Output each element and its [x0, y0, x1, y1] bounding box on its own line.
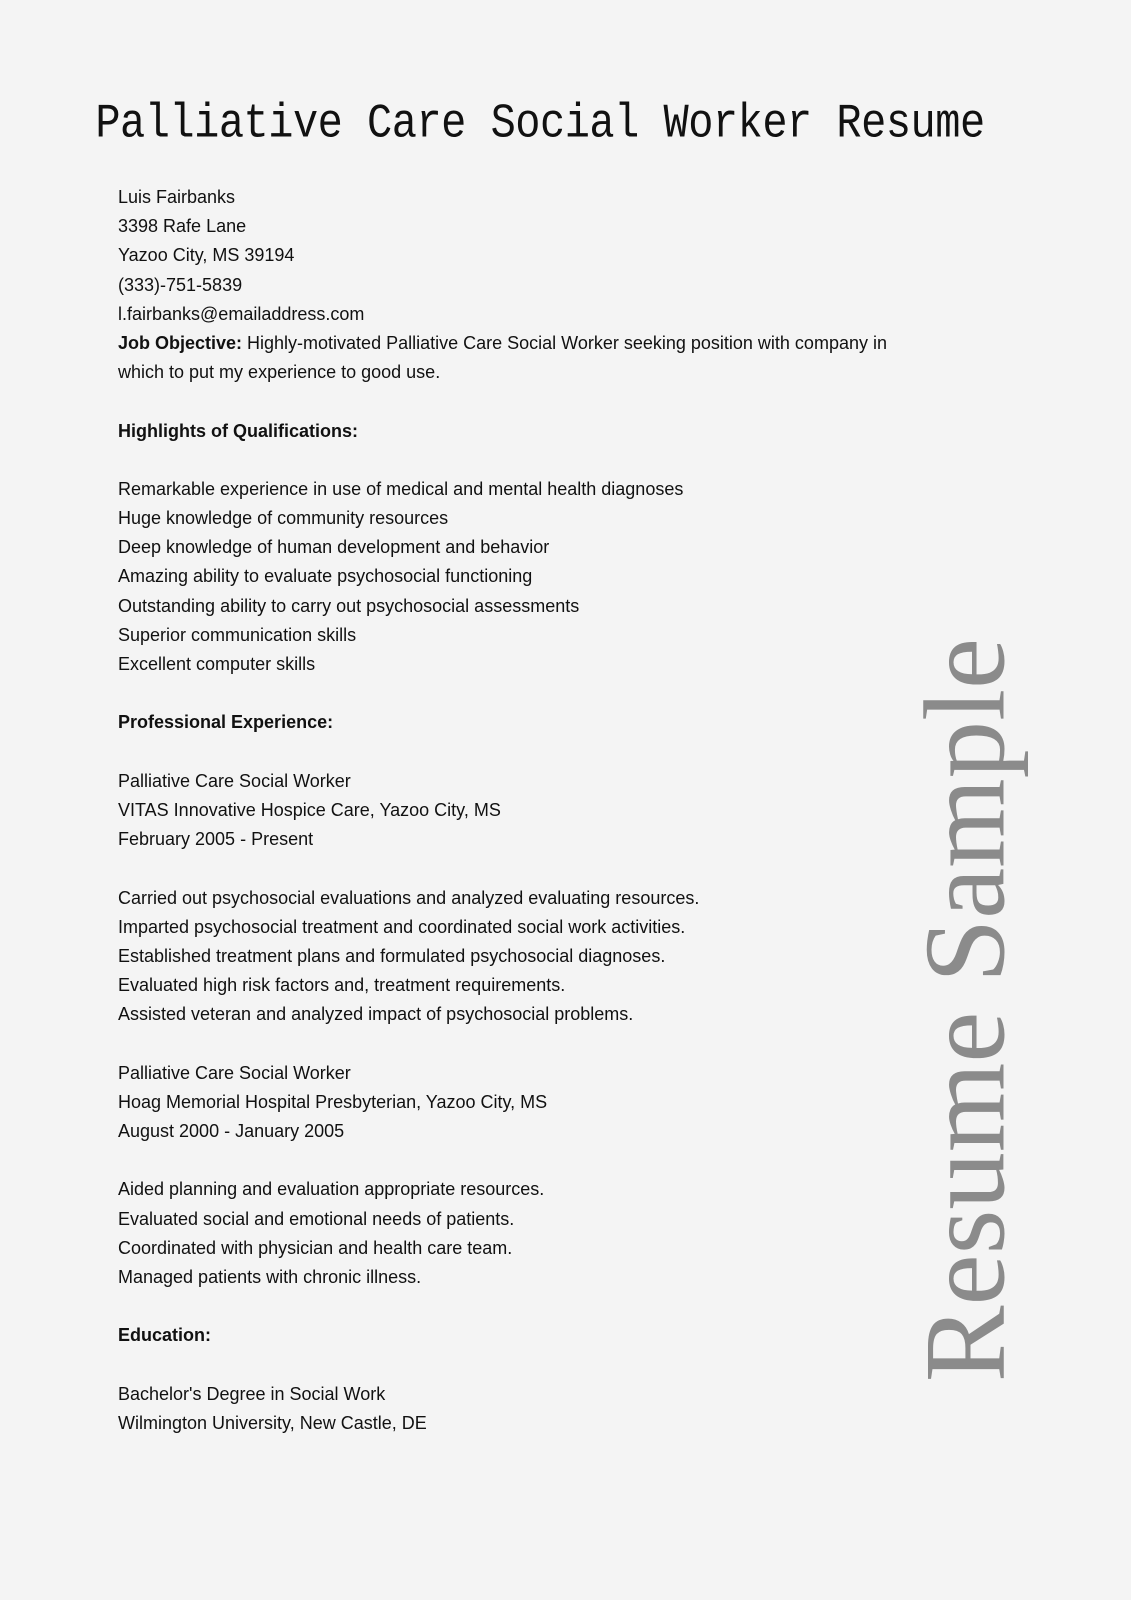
job-duty: Imparted psychosocial treatment and coordinated social work activities.	[118, 916, 686, 937]
qualification-item: Deep knowledge of human development and behavior	[118, 537, 550, 558]
job-duty: Evaluated social and emotional needs of patients.	[118, 1208, 515, 1229]
job-duty: Coordinated with physician and health care team.	[118, 1237, 513, 1258]
qualification-item: Amazing ability to evaluate psychosocial functioning	[118, 566, 533, 587]
job-duty: Managed patients with chronic illness.	[118, 1266, 422, 1287]
qualification-item: Outstanding ability to carry out psychosocial assessments	[118, 595, 580, 616]
job-duty: Established treatment plans and formulated psychosocial diagnoses.	[118, 945, 666, 966]
qualifications-heading: Highlights of Qualifications:	[118, 420, 358, 441]
experience-heading: Professional Experience:	[118, 712, 334, 733]
qualification-item: Remarkable experience in use of medical and mental health diagnoses	[118, 478, 684, 499]
objective-text: Highly-motivated Palliative Care Social Worker seeking position with company in	[242, 332, 887, 353]
job-duty: Carried out psychosocial evaluations and analyzed evaluating resources.	[118, 887, 700, 908]
job-company: VITAS Innovative Hospice Care, Yazoo City, MS	[118, 799, 501, 820]
job-duty: Evaluated high risk factors and, treatment requirements.	[118, 975, 566, 996]
education-school: Wilmington University, New Castle, DE	[118, 1412, 427, 1433]
job-company: Hoag Memorial Hospital Presbyterian, Yazoo City, MS	[118, 1091, 548, 1112]
contact-address: 3398 Rafe Lane	[118, 216, 247, 237]
job-title: Palliative Care Social Worker	[118, 770, 351, 791]
page-title: Palliative Care Social Worker Resume	[95, 96, 985, 152]
contact-phone: (333)-751-5839	[118, 274, 243, 295]
job-objective	[118, 329, 887, 358]
contact-name: Luis Fairbanks	[118, 187, 236, 207]
job-duty: Assisted veteran and analyzed impact of psychosocial problems.	[118, 1004, 634, 1025]
education-degree: Bachelor's Degree in Social Work	[118, 1383, 386, 1404]
job-duty: Aided planning and evaluation appropriate resources.	[118, 1179, 545, 1200]
job-title: Palliative Care Social Worker	[118, 1062, 351, 1083]
sample-watermark: Resume Sample	[901, 637, 1029, 1383]
qualification-item: Huge knowledge of community resources	[118, 508, 449, 529]
qualification-item: Excellent computer skills	[118, 654, 316, 674]
qualification-item: Superior communication skills	[118, 624, 357, 645]
contact-city: Yazoo City, MS 39194	[118, 245, 295, 266]
education-heading: Education:	[118, 1325, 211, 1346]
objective-label: Job Objective:	[118, 332, 243, 353]
objective-text-cont: which to put my experience to good use.	[118, 362, 441, 383]
contact-email: l.fairbanks@emailaddress.com	[118, 303, 365, 324]
job-dates: February 2005 - Present	[118, 829, 314, 850]
resume-body	[118, 183, 887, 1438]
job-dates: August 2000 - January 2005	[118, 1121, 345, 1141]
